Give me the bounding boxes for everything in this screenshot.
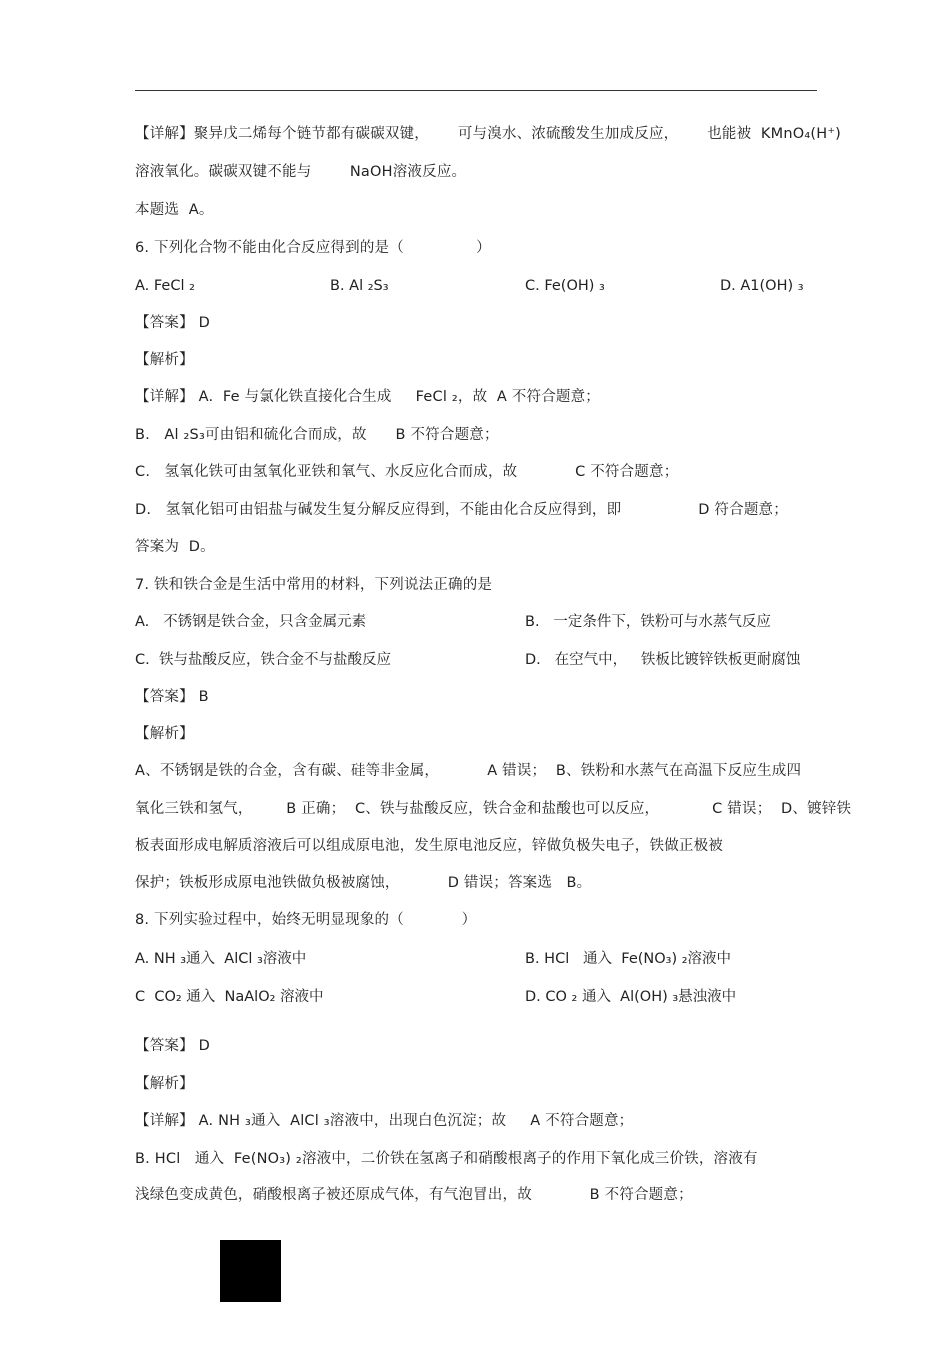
text-line: 【详解】聚异戊二烯每个链节都有碳碳双键， 可与溴水、浓硫酸发生加成反应， 也能被 KMnO₄(H⁺)	[135, 126, 842, 142]
analysis-label-7: 【解析】	[135, 726, 194, 742]
text-line: B. HCl 通入 Fe(NO₃) ₂溶液中，二价铁在氢离子和硝酸根离子的作用下氧化成三价铁，溶液有	[135, 1151, 758, 1167]
text-line: B. Al ₂S₃可由铝和硫化合而成，故 B 不符合题意；	[135, 427, 499, 443]
option-d: D. A1(OH) ₃	[720, 278, 804, 294]
option-c: C CO₂ 通入 NaAlO₂ 溶液中	[135, 989, 324, 1005]
text-line: 浅绿色变成黄色，硝酸根离子被还原成气体，有气泡冒出，故 B 不符合题意；	[135, 1187, 693, 1203]
option-d: D. 在空气中， 铁板比镀锌铁板更耐腐蚀	[525, 652, 801, 668]
option-d: D. CO ₂ 通入 Al(OH) ₃悬浊液中	[525, 989, 737, 1005]
text-line: 保护；铁板形成原电池铁做负极被腐蚀， D 错误；答案选 B。	[135, 875, 592, 891]
text-line: 【详解】 A. Fe 与氯化铁直接化合生成 FeCl ₂，故 A 不符合题意；	[135, 389, 601, 405]
question-8: 8. 下列实验过程中，始终无明显现象的（ ）	[135, 912, 477, 928]
text-line: C. 氢氧化铁可由氢氧化亚铁和氧气、水反应化合而成，故 C 不符合题意；	[135, 464, 679, 480]
text-line: 氧化三铁和氢气， B 正确； C、铁与盐酸反应，铁合金和盐酸也可以反应， C 错误； D、镀锌铁	[135, 801, 852, 817]
text-line: 【详解】 A. NH ₃通入 AlCl ₃溶液中，出现白色沉淀；故 A 不符合题意；	[135, 1113, 634, 1129]
option-a: A. NH ₃通入 AlCl ₃溶液中	[135, 951, 307, 967]
text-line: 板表面形成电解质溶液后可以组成原电池，发生原电池反应，锌做负极失电子，铁做正极被	[135, 838, 723, 854]
text-line: A、不锈钢是铁的合金，含有碳、硅等非金属， A 错误； B、铁粉和水蒸气在高温下反应生成四	[135, 763, 802, 779]
option-b: B. Al ₂S₃	[330, 278, 389, 294]
option-c: C. 铁与盐酸反应，铁合金不与盐酸反应	[135, 652, 391, 668]
analysis-label-8: 【解析】	[135, 1076, 194, 1092]
answer-7: 【答案】 B	[135, 689, 209, 705]
option-b: B. HCl 通入 Fe(NO₃) ₂溶液中	[525, 951, 732, 967]
text-line: 本题选 A。	[135, 202, 214, 218]
text-line: 溶液氧化。碳碳双键不能与 NaOH溶液反应。	[135, 164, 467, 180]
option-b: B. 一定条件下，铁粉可与水蒸气反应	[525, 614, 771, 630]
question-6: 6. 下列化合物不能由化合反应得到的是（ ）	[135, 240, 491, 256]
header-rule	[135, 90, 817, 91]
question-7: 7. 铁和铁合金是生活中常用的材料，下列说法正确的是	[135, 577, 493, 593]
redaction-block	[220, 1240, 281, 1302]
option-c: C. Fe(OH) ₃	[525, 278, 605, 294]
text-line: D. 氢氧化铝可由铝盐与碱发生复分解反应得到，不能由化合反应得到，即 D 符合题意；	[135, 502, 788, 518]
option-a: A. FeCl ₂	[135, 278, 195, 294]
answer-6: 【答案】 D	[135, 315, 210, 331]
option-a: A. 不锈钢是铁合金，只含金属元素	[135, 614, 367, 630]
analysis-label-6: 【解析】	[135, 352, 194, 368]
text-line: 答案为 D。	[135, 539, 215, 555]
answer-8: 【答案】 D	[135, 1038, 210, 1054]
